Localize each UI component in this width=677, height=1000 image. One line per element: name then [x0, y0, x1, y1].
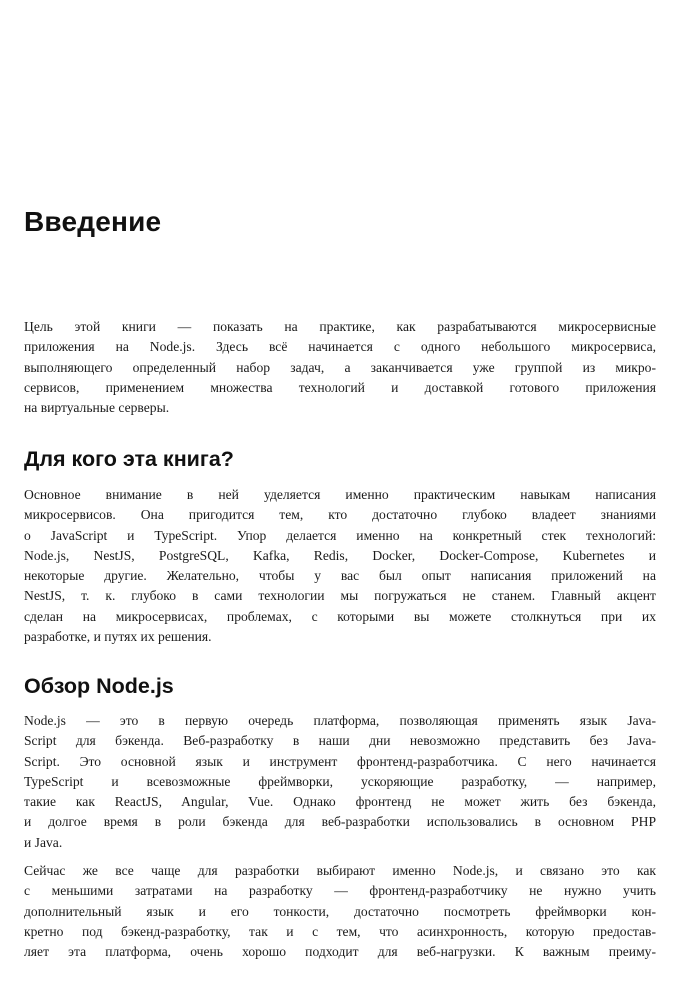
text-line: и долгое время в роли бэкенда для веб-разработки использовались в основном PHP [24, 814, 656, 830]
text-line: выполняющего определенный набор задач, а заканчивается уже группой из микро- [24, 359, 656, 375]
text-line: Основное внимание в ней уделяется именно практическим навыкам написания [24, 487, 656, 502]
text-line: некоторые другие. Желательно, чтобы у вас был опыт написания приложений на [24, 568, 656, 584]
text-line: такие как ReactJS, Angular, Vue. Однако фронтенд не может жить без бэкенда, [24, 794, 656, 810]
nodejs-paragraph-2 [24, 861, 656, 962]
text-line: Script для бэкенда. Веб-разработку в наши дни невозможно представить без Java- [24, 733, 656, 749]
text-line: NestJS, т. к. глубоко в сами технологии мы погружаться не станем. Главный акцент [24, 588, 656, 604]
text-line: сервисов, применением множества технологий и доставкой готового приложения [24, 379, 656, 395]
text-line: разработке, и путях их решения. [24, 629, 212, 645]
text-line: сделан на микросервисах, проблемах, с которыми вы можете столкнуться при их [24, 608, 656, 624]
text-line: ляет эта платформа, очень хорошо подходит для веб-нагрузки. К важным преиму- [24, 944, 656, 960]
section-heading-audience: Для кого эта книга? [24, 447, 234, 471]
text-line: о JavaScript и TypeScript. Упор делается именно на конкретный стек технологий: [24, 527, 656, 543]
text-line: приложения на Node.js. Здесь всё начинается с одного небольшого микросервиса, [24, 339, 656, 355]
text-line: TypeScript и всевозможные фреймворки, ускоряющие разработку, — например, [24, 773, 656, 789]
text-line: и Java. [24, 834, 63, 850]
text-line: кретно под бэкенд-разработку, так и с тем, что асинхронность, которую предостав- [24, 923, 656, 939]
text-line: Node.js, NestJS, PostgreSQL, Kafka, Redis, Docker, Docker-Compose, Kubernetes и [24, 547, 656, 563]
text-line: Script. Это основной язык и инструмент фронтенд-разработчика. С него начинается [24, 753, 656, 769]
nodejs-paragraph-1 [24, 711, 656, 853]
text-line: на виртуальные серверы. [24, 400, 170, 416]
section-heading-nodejs: Обзор Node.js [24, 674, 174, 698]
text-line: с меньшими затратами на разработку — фронтенд-разработчику не нужно учить [24, 883, 656, 899]
text-line: Node.js — это в первую очередь платформа, позволяющая применять язык Java- [24, 713, 656, 728]
text-line: микросервисов. Она пригодится тем, кто достаточно глубоко владеет знаниями [24, 507, 656, 523]
intro-paragraph [24, 317, 656, 418]
text-line: дополнительный язык и его тонкости, достаточно посмотреть фреймворки кон- [24, 903, 656, 919]
audience-paragraph [24, 485, 656, 647]
chapter-title: Введение [24, 206, 162, 237]
text-line: Сейчас же все чаще для разработки выбирают именно Node.js, и связано это как [24, 863, 656, 878]
text-line: Цель этой книги — показать на практике, как разрабатываются микросервисные [24, 319, 656, 334]
